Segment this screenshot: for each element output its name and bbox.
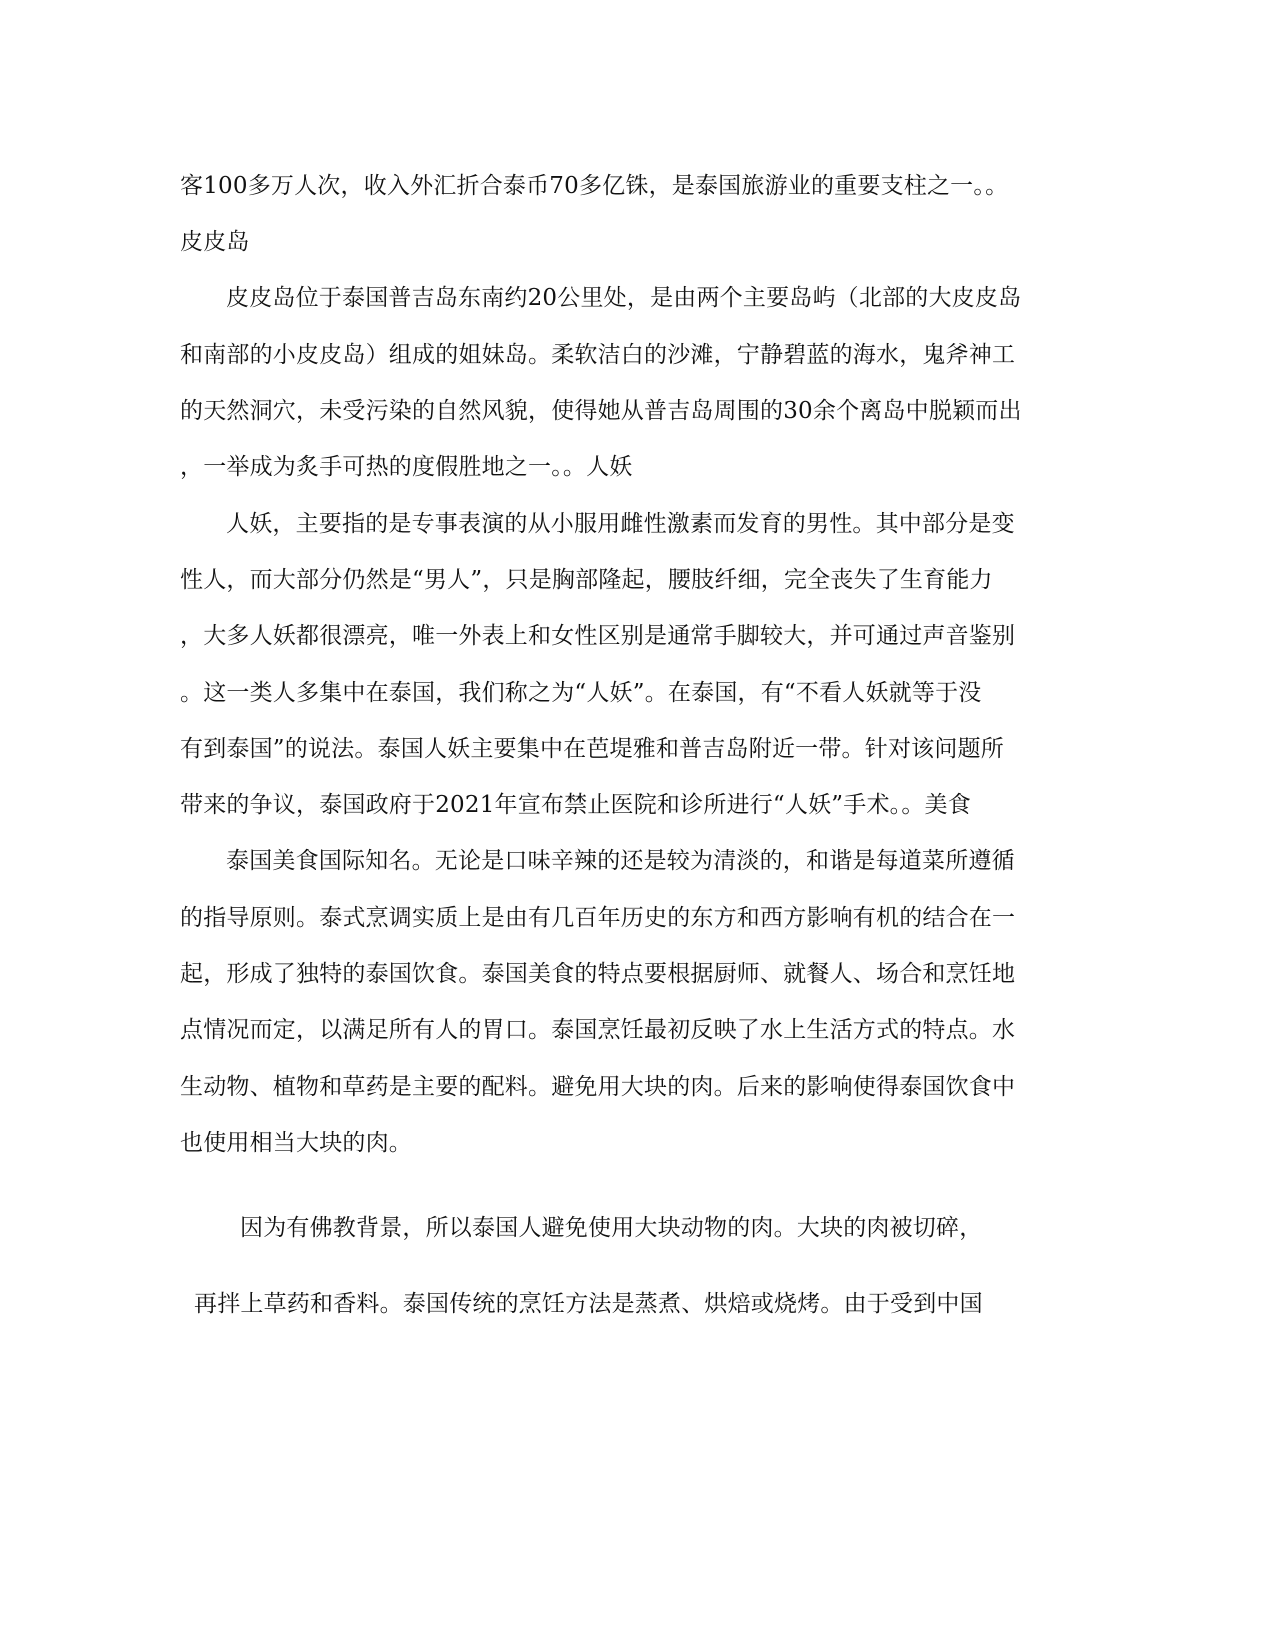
text-line: 。这一类人多集中在泰国，我们称之为“人妖”。在泰国，有“不看人妖就等于没: [180, 680, 982, 706]
text-line: 客100多万人次，收入外汇折合泰币70多亿铢，是泰国旅游业的重要支柱之一。。: [180, 173, 1009, 199]
text-line: 再拌上草药和香料。泰国传统的烹饪方法是蒸煮、烘焙或烧烤。由于受到中国: [194, 1291, 983, 1317]
text-line: ，大多人妖都很漂亮，唯一外表上和女性区别是通常手脚较大，并可通过声音鉴别: [180, 623, 1016, 649]
text-line: 泰国美食国际知名。无论是口味辛辣的还是较为清淡的，和谐是每道菜所遵循: [226, 848, 1015, 874]
text-line: 带来的争议，泰国政府于2021年宣布禁止医院和诊所进行“人妖”手术。。美食: [180, 792, 971, 818]
text-line: 起，形成了独特的泰国饮食。泰国美食的特点要根据厨师、就餐人、场合和烹饪地: [180, 961, 1016, 987]
text-line: 生动物、植物和草药是主要的配料。避免用大块的肉。后来的影响使得泰国饮食中: [180, 1074, 1016, 1100]
text-line: 皮皮岛位于泰国普吉岛东南约20公里处，是由两个主要岛屿（北部的大皮皮岛: [226, 285, 1022, 311]
section-heading: 皮皮岛: [180, 229, 250, 255]
text-line: ，一举成为炙手可热的度假胜地之一。。人妖: [180, 454, 633, 480]
text-line: 和南部的小皮皮岛）组成的姐妹岛。柔软洁白的沙滩，宁静碧蓝的海水，鬼斧神工: [180, 342, 1016, 368]
text-line: 性人，而大部分仍然是“男人”，只是胸部隆起，腰肢纤细，完全丧失了生育能力: [180, 567, 993, 593]
text-line: 因为有佛教背景，所以泰国人避免使用大块动物的肉。大块的肉被切碎，: [240, 1215, 983, 1241]
text-line: 也使用相当大块的肉。: [180, 1130, 412, 1156]
text-line: 的天然洞穴，未受污染的自然风貌，使得她从普吉岛周围的30余个离岛中脱颖而出: [180, 398, 1022, 424]
text-line: 的指导原则。泰式烹调实质上是由有几百年历史的东方和西方影响有机的结合在一: [180, 905, 1016, 931]
text-line: 有到泰国”的说法。泰国人妖主要集中在芭堤雅和普吉岛附近一带。针对该问题所: [180, 736, 1004, 762]
text-line: 人妖，主要指的是专事表演的从小服用雌性激素而发育的男性。其中部分是变: [226, 511, 1015, 537]
text-line: 点情况而定，以满足所有人的胃口。泰国烹饪最初反映了水上生活方式的特点。水: [180, 1017, 1016, 1043]
